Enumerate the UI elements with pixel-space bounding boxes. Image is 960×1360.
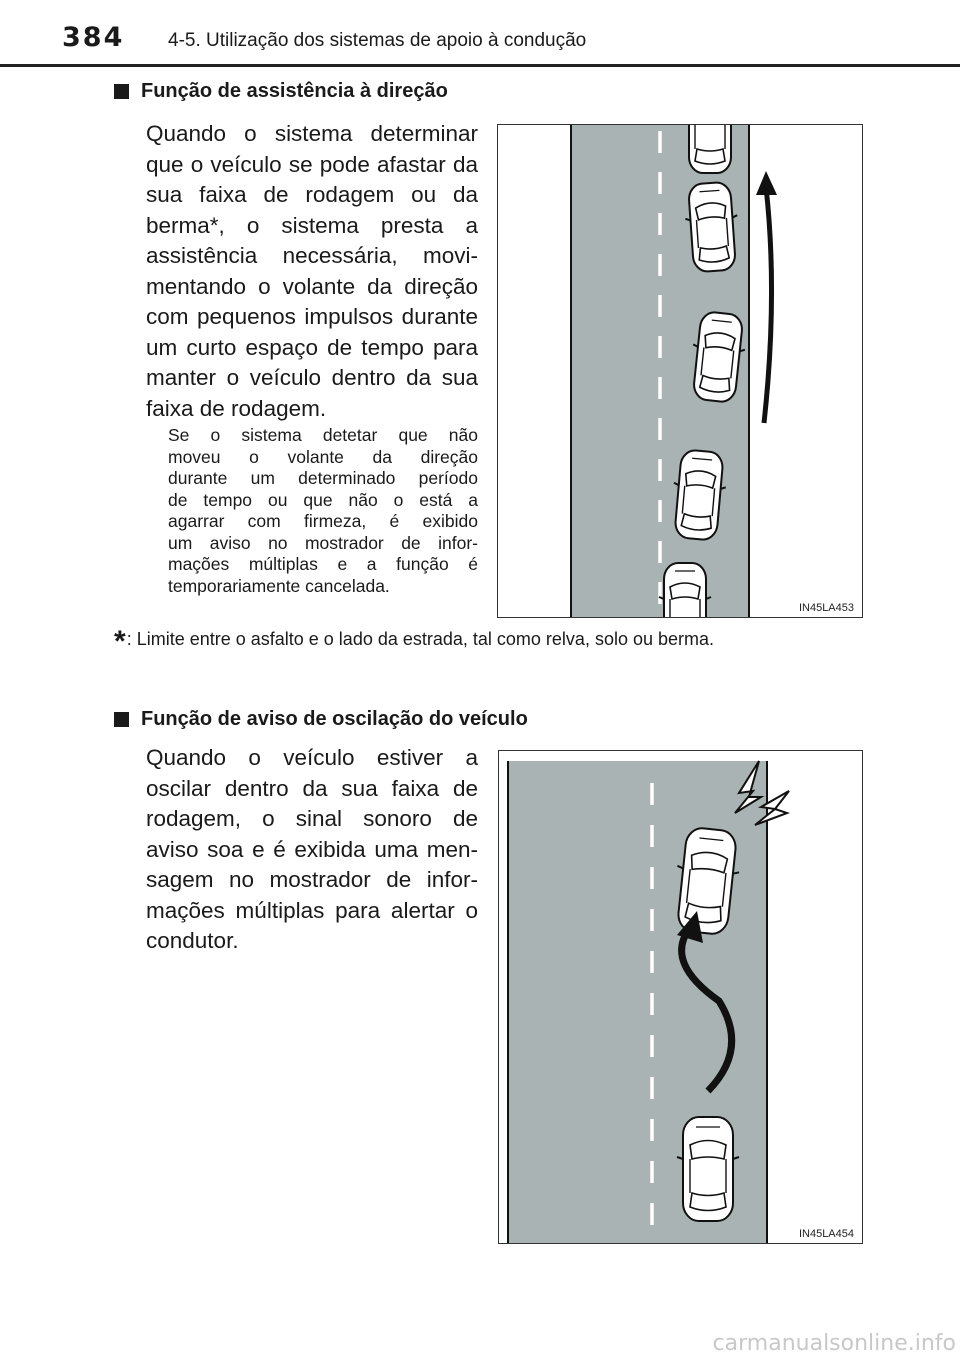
body-text-line: com pequenos impulsos durante — [146, 304, 478, 329]
body-text-line: sua faixa de rodagem ou da — [146, 182, 478, 207]
body-text-line: rodagem, o sinal sonoro de — [146, 806, 478, 831]
footnote — [114, 625, 714, 659]
car-icon — [659, 563, 711, 617]
car-icon — [684, 125, 736, 173]
note-text-line: moveu o volante da direção — [168, 446, 478, 467]
section-heading-sway-warning — [114, 708, 528, 731]
body-text-line: um curto espaço de tempo para — [146, 334, 478, 360]
body-text-line: condutor. — [146, 928, 239, 953]
running-header: 4-5. Utilização dos sistemas de apoio à condução — [168, 30, 587, 51]
section-heading-steering-assist — [114, 80, 448, 103]
figure-code: IN45LA454 — [798, 1228, 854, 1240]
body-text-line: sagem no mostrador de infor- — [146, 867, 478, 892]
body-text-line: mentando o volante da direção — [146, 273, 478, 299]
note-text-line: Se o sistema detetar que não — [168, 425, 478, 445]
footnote-text: : Limite entre o asfalto e o lado da estrada, tal como relva, solo ou berma. — [126, 629, 715, 649]
body-text-line: faixa de rodagem. — [146, 395, 327, 421]
figure-steering-assist — [497, 124, 863, 618]
steering-assist-description — [146, 119, 478, 424]
car-icon — [677, 1117, 739, 1221]
steering-assist-note — [168, 425, 478, 597]
page-number: 384 — [62, 22, 125, 53]
lane-diagram-sway-warning — [499, 751, 862, 1243]
body-text-line: mações múltiplas para alertar o — [146, 897, 478, 923]
footnote-marker: * — [114, 625, 126, 658]
note-text-line: agarrar com firmeza, é exibido — [168, 511, 478, 531]
body-text-line: manter o veículo dentro da sua — [146, 365, 478, 390]
figure-code: IN45LA453 — [798, 602, 854, 614]
body-text-line: oscilar dentro da sua faixa de — [146, 775, 478, 801]
body-text-line: aviso soa e é exibida uma men- — [146, 836, 478, 862]
section-heading-text: Função de assistência à direção — [141, 80, 448, 102]
body-text-line: berma*, o sistema presta a — [146, 212, 478, 238]
square-bullet-icon — [114, 84, 129, 99]
note-text-line: mações múltiplas e a função é — [168, 554, 478, 574]
note-text-line: um aviso no mostrador de infor- — [168, 532, 478, 553]
note-text-line: de tempo ou que não o está a — [168, 489, 478, 510]
body-text-line: assistência necessária, movi- — [146, 243, 478, 268]
body-text-line: Quando o sistema determinar — [146, 121, 478, 146]
watermark: carmanualsonline.info — [712, 1331, 956, 1356]
header-rule — [0, 64, 960, 67]
lane-diagram-steering-assist — [498, 125, 862, 617]
square-bullet-icon — [114, 712, 129, 727]
sway-warning-description — [146, 743, 478, 957]
section-heading-text: Função de aviso de oscilação do veículo — [141, 708, 528, 730]
note-text-line: durante um determinado período — [168, 468, 478, 488]
figure-sway-warning — [498, 750, 863, 1244]
body-text-line: que o veículo se pode afastar da — [146, 151, 478, 177]
body-text-line: Quando o veículo estiver a — [146, 745, 478, 770]
note-text-line: temporariamente cancelada. — [168, 575, 390, 596]
